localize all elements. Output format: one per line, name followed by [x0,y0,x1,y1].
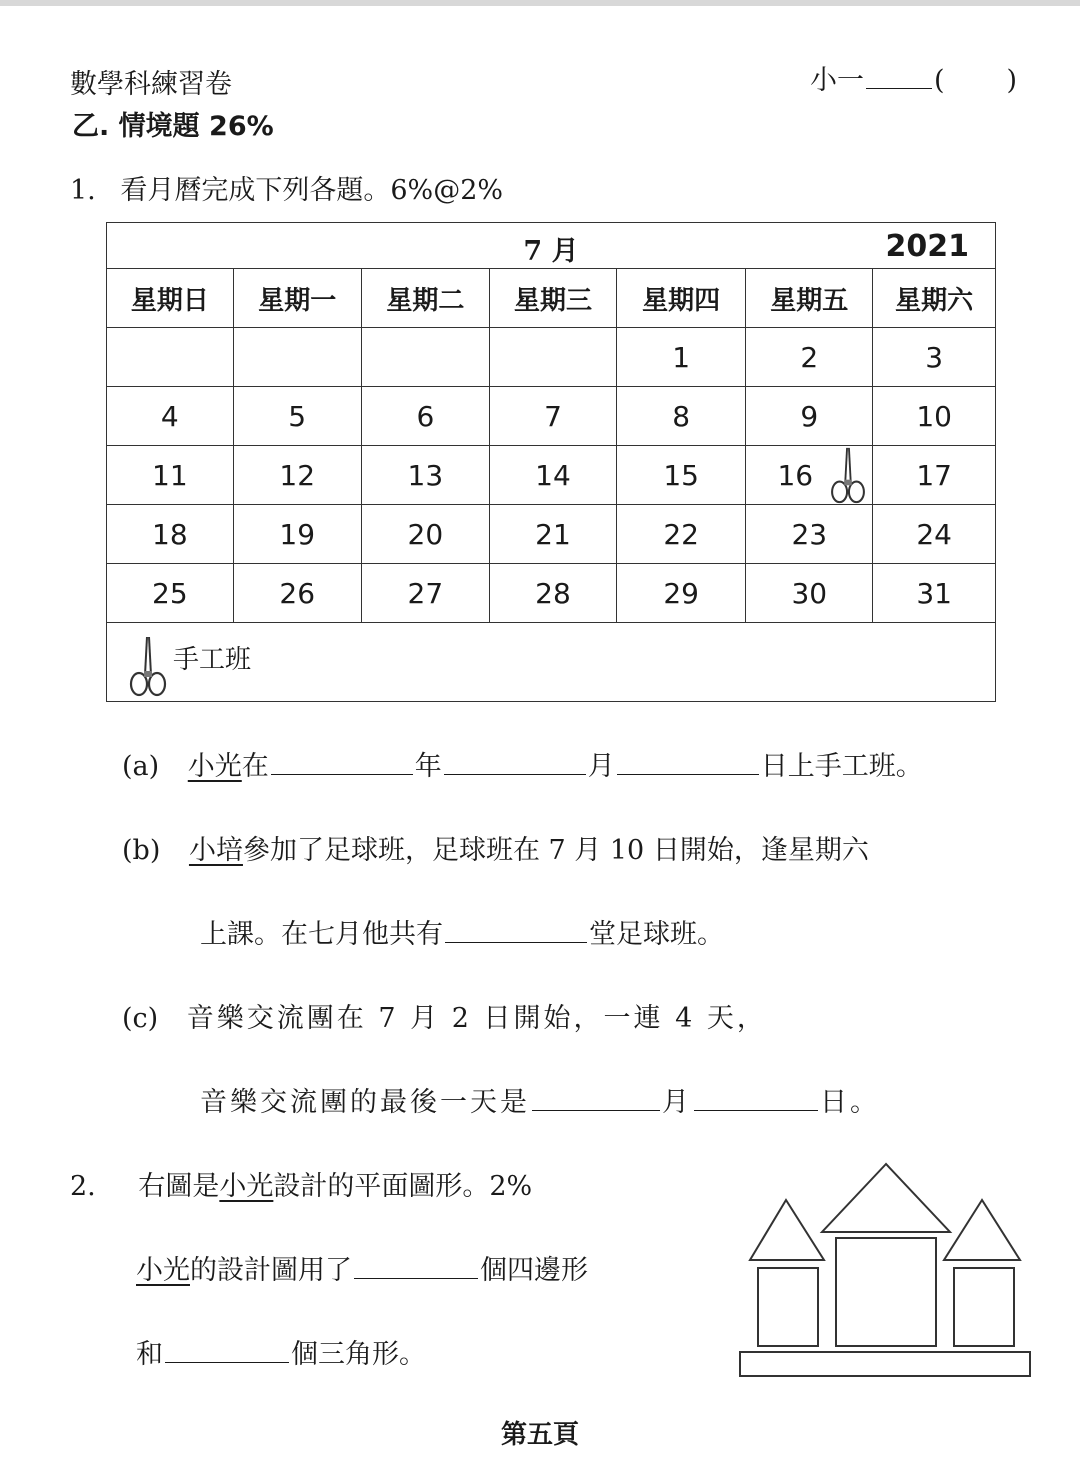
question-1a-text1: 在 [241,751,269,782]
question-1b-text3: 堂足球班。 [589,919,724,950]
name-xiaoguang: 小光 [187,751,242,782]
question-1c-line2 [200,1080,880,1119]
calendar-grid [107,269,995,623]
day-number: 31 [916,576,952,610]
name-xiaoguang-q2: 小光 [219,1171,274,1202]
class-close-paren: ) [1006,65,1018,96]
calendar-day-cell [746,505,873,564]
figure-triangle-right [944,1200,1020,1260]
day-number: 26 [279,576,316,610]
question-2-text5: 和 [136,1339,163,1370]
calendar-week-row [107,446,995,505]
last-day-day-blank[interactable] [694,1109,818,1111]
figure-base [740,1352,1030,1376]
question-2-text4: 個四邊形 [480,1255,588,1286]
question-2-number: 2. [70,1171,96,1202]
question-2-text6: 個三角形。 [291,1339,426,1370]
quadrilateral-count-blank[interactable] [354,1277,478,1279]
figure-triangle-center [822,1164,950,1232]
calendar-day-cell [361,564,489,623]
triangle-count-blank[interactable] [165,1361,289,1363]
question-1c-text4: 日。 [820,1087,880,1118]
calendar-title-row [107,223,995,269]
calendar-day-cell [746,564,873,623]
figure-rect-right [954,1268,1014,1346]
calendar-day-cell [361,387,489,446]
page-number: 第五頁 [500,1420,579,1450]
calendar-year: 2021 [885,229,969,264]
year-blank[interactable] [271,773,413,775]
weekday-header: 星期四 [617,269,746,328]
calendar-day-cell [873,387,995,446]
figure-rect-left [758,1268,818,1346]
calendar-day-cell [489,564,616,623]
calendar-day-cell [107,564,233,623]
day-number: 9 [800,399,819,433]
last-day-month-blank[interactable] [532,1109,660,1111]
day-number: 22 [663,517,699,551]
day-number: 1 [672,340,691,374]
question-1-title [70,168,503,207]
day-number: 30 [791,576,828,610]
question-1c-text3: 月 [662,1087,692,1118]
figure-triangle-left [750,1200,824,1260]
day-number: 21 [535,517,571,551]
legend-label: 手工班 [173,645,252,675]
day-number: 4 [160,399,179,433]
calendar-day-cell [233,328,361,387]
question-1b-line1 [122,828,869,867]
day-number: 25 [152,576,188,610]
day-number: 20 [407,517,444,551]
calendar-day-cell [873,564,995,623]
calendar-day-cell [873,505,995,564]
weekday-header: 星期二 [361,269,489,328]
question-2-text1: 右圖是 [138,1171,220,1202]
day-number: 12 [279,458,316,492]
calendar-day-cell [746,446,873,505]
calendar-day-cell [233,446,361,505]
question-1-number: 1. [70,175,96,206]
calendar-day-cell [233,564,361,623]
calendar-day-cell [361,328,489,387]
question-2-line2 [136,1248,588,1287]
calendar-week-row [107,564,995,623]
day-number: 16 [777,458,814,492]
day-number: 3 [925,340,944,374]
scissors-icon [127,635,169,697]
calendar-day-cell [617,564,746,623]
day-number: 23 [791,517,828,551]
calendar-day-cell [873,328,995,387]
figure-rect-center [836,1238,936,1346]
calendar-day-cell [233,387,361,446]
calendar-day-cell [489,505,616,564]
calendar-day-cell [361,505,489,564]
question-1c-line1 [122,996,767,1035]
name-xiaoguang-q2b: 小光 [136,1255,190,1286]
question-1b-text2: 上課。在七月他共有 [200,919,443,950]
question-1a-text2: 年 [414,751,442,782]
question-2-line3 [136,1332,426,1371]
design-figure [736,1160,1036,1384]
question-1-text: 看月曆完成下列各題。6%@2% [120,175,504,206]
scissors-icon [828,446,868,504]
calendar-day-cell [233,505,361,564]
day-number: 24 [916,517,952,551]
section-title: 乙. 情境題 26% [72,111,274,142]
calendar-day-cell [489,387,616,446]
subject-title: 數學科練習卷 [70,69,232,100]
calendar [106,222,996,702]
calendar-day-cell [489,446,616,505]
question-1c-label: (c) [122,1003,159,1034]
weekday-header: 星期五 [746,269,873,328]
day-number: 8 [672,399,691,433]
weekday-header: 星期日 [107,269,233,328]
calendar-day-cell [489,328,616,387]
question-2-text3: 的設計圖用了 [190,1255,352,1286]
name-xiaopei: 小培 [188,835,243,866]
question-1c-text1: 音樂交流團在 7 月 2 日開始，一連 4 天， [186,1003,767,1034]
question-1b-label: (b) [122,835,161,866]
question-2-line1 [70,1164,532,1203]
class-blank[interactable] [866,87,932,89]
weekday-header: 星期三 [489,269,616,328]
page-edge [0,0,1080,6]
calendar-day-cell [746,387,873,446]
calendar-day-cell [617,505,746,564]
calendar-week-row [107,387,995,446]
question-1b-text1: 參加了足球班，足球班在 7 月 10 日開始，逢星期六 [242,835,869,866]
day-number: 14 [535,458,571,492]
calendar-day-cell [107,446,233,505]
calendar-day-cell [617,328,746,387]
day-number: 5 [288,399,307,433]
day-number: 28 [535,576,571,610]
day-number: 11 [152,458,188,492]
calendar-day-cell [107,387,233,446]
calendar-day-cell [617,446,746,505]
question-1a-text4: 日上手工班。 [760,751,923,782]
football-count-blank[interactable] [445,941,587,943]
day-number: 7 [544,399,562,433]
calendar-day-cell [361,446,489,505]
question-1a [122,744,923,783]
calendar-week-row [107,505,995,564]
question-1a-text3: 月 [587,751,615,782]
class-label: 小一 [810,65,864,96]
day-blank[interactable] [617,773,759,775]
weekday-header: 星期一 [233,269,361,328]
weekday-header: 星期六 [873,269,995,328]
day-number: 29 [663,576,699,610]
calendar-day-cell [107,328,233,387]
calendar-month: 7 月 [523,236,579,267]
class-field [810,58,1017,97]
calendar-week-row [107,328,995,387]
day-number: 2 [800,340,819,374]
day-number: 6 [416,399,435,433]
day-number: 17 [916,458,952,492]
weekday-header-row [107,269,995,328]
question-1b-line2 [200,912,724,951]
question-1a-label: (a) [122,751,160,782]
day-number: 15 [663,458,699,492]
question-2-text2: 設計的平面圖形。2% [273,1171,533,1202]
calendar-legend [107,623,995,701]
day-number: 19 [279,517,316,551]
calendar-day-cell [617,387,746,446]
day-number: 18 [152,517,188,551]
question-1c-text2: 音樂交流團的最後一天是 [200,1087,530,1118]
calendar-day-cell [873,446,995,505]
day-number: 10 [916,399,952,433]
day-number: 13 [407,458,444,492]
class-open-paren: ( [934,65,945,96]
calendar-day-cell [746,328,873,387]
calendar-day-cell [107,505,233,564]
month-blank[interactable] [444,773,586,775]
day-number: 27 [407,576,444,610]
